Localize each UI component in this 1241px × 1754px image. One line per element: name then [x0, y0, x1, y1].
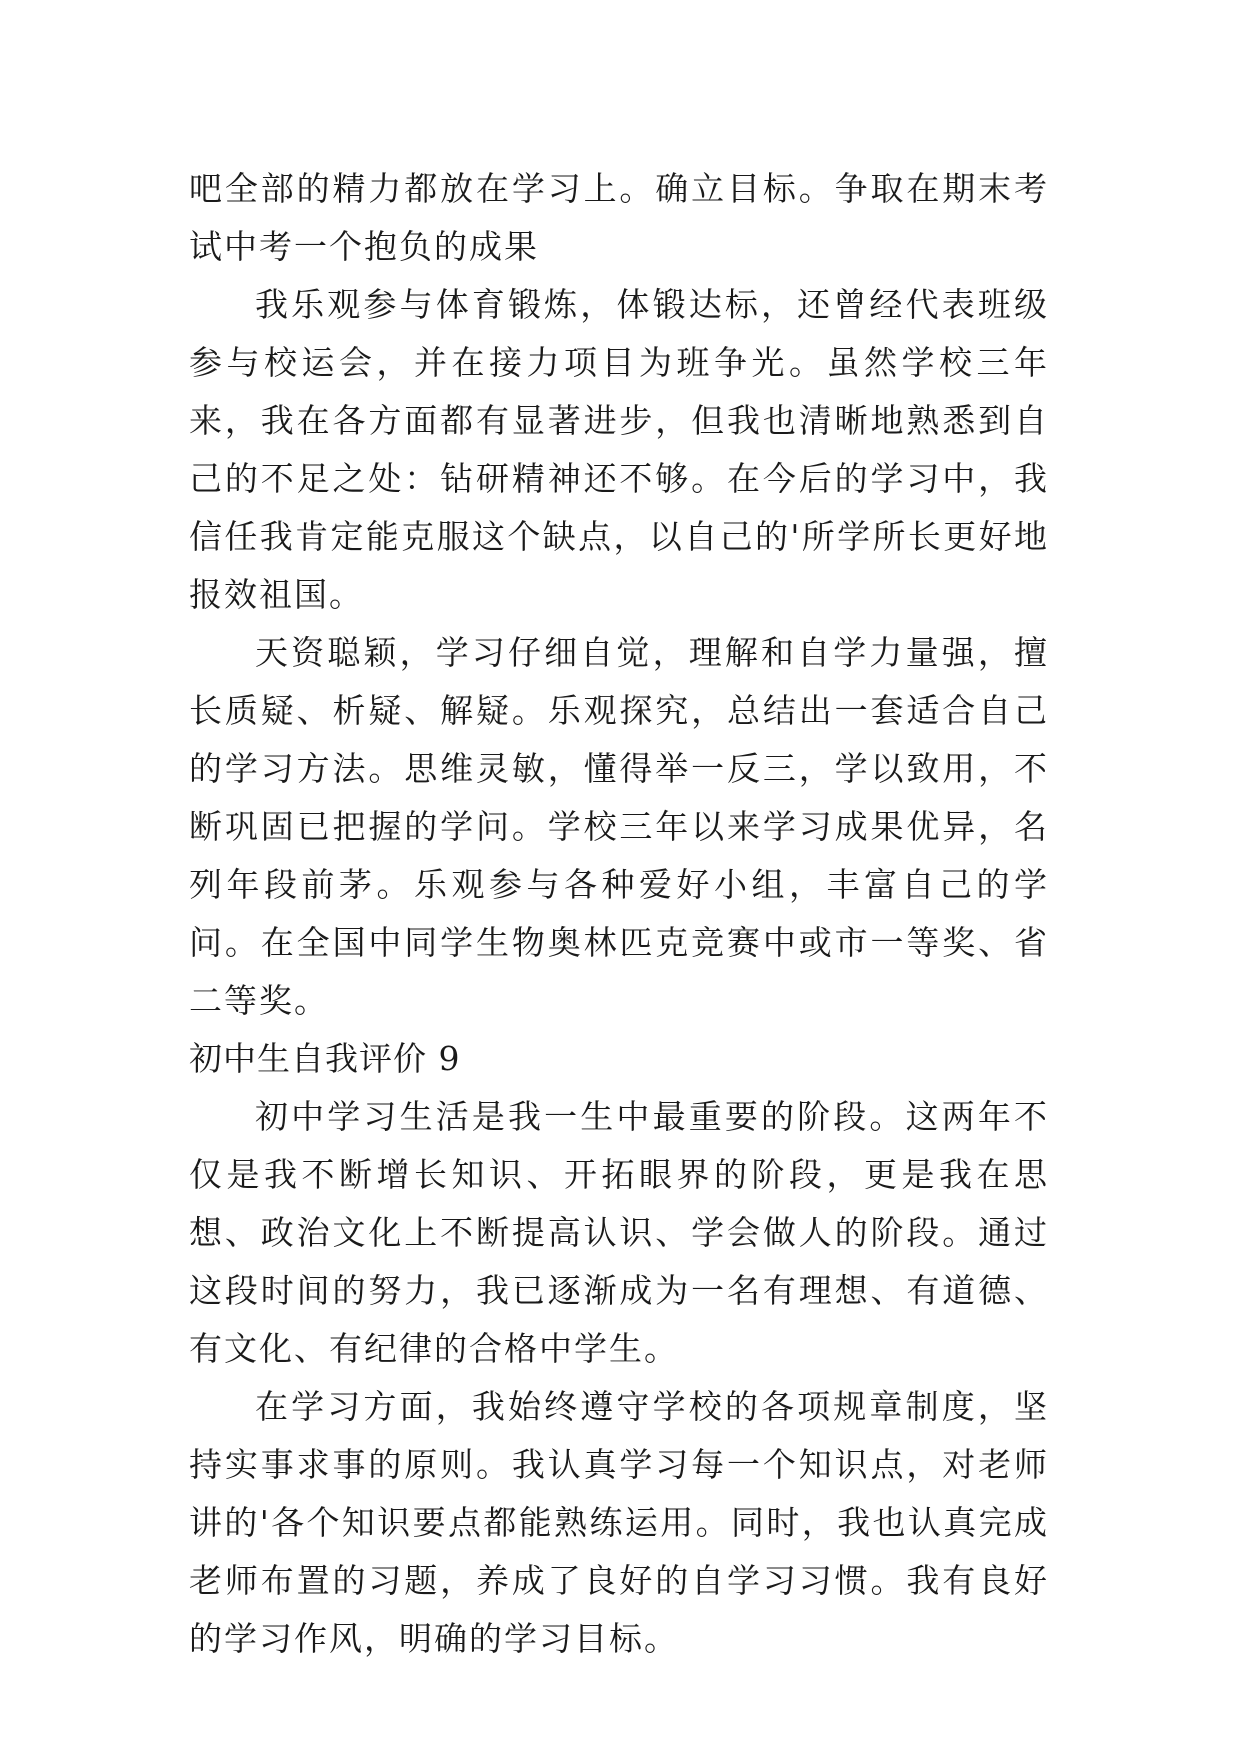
document-body [189, 160, 1049, 1668]
paragraph-continuation: 吧全部的精力都放在学习上。确立目标。争取在期末考试中考一个抱负的成果 [189, 169, 1049, 266]
paragraph-sports: 我乐观参与体育锻炼，体锻达标，还曾经代表班级参与校运会，并在接力项目为班争光。虽然学校三年来，我在各方面都有显著进步，但我也清晰地熟悉到自己的不足之处：钻研精神还不够。在今后的学习中，我信任我肯定能克服这个缺点，以自己的'所学所长更好地报效祖国。 [189, 285, 1049, 614]
paragraph-junior-high-life: 初中学习生活是我一生中最重要的阶段。这两年不仅是我不断增长知识、开拓眼界的阶段，更是我在思想、政治文化上不断提高认识、学会做人的阶段。通过这段时间的努力，我已逐渐成为一名有理想、有道德、有文化、有纪律的合格中学生。 [189, 1097, 1049, 1368]
paragraph-study: 在学习方面，我始终遵守学校的各项规章制度，坚持实事求事的原则。我认真学习每一个知识点，对老师讲的'各个知识要点都能熟练运用。同时，我也认真完成老师布置的习题，养成了良好的自学习习惯。我有良好的学习作风，明确的学习目标。 [189, 1387, 1049, 1658]
section-heading: 初中生自我评价 9 [189, 1039, 461, 1078]
paragraph-talent: 天资聪颖，学习仔细自觉，理解和自学力量强，擅长质疑、析疑、解疑。乐观探究，总结出一套适合自己的学习方法。思维灵敏，懂得举一反三，学以致用，不断巩固已把握的学问。学校三年以来学习成果优异，名列年段前茅。乐观参与各种爱好小组，丰富自己的学问。在全国中同学生物奥林匹克竞赛中或市一等奖、省二等奖。 [189, 633, 1049, 1020]
